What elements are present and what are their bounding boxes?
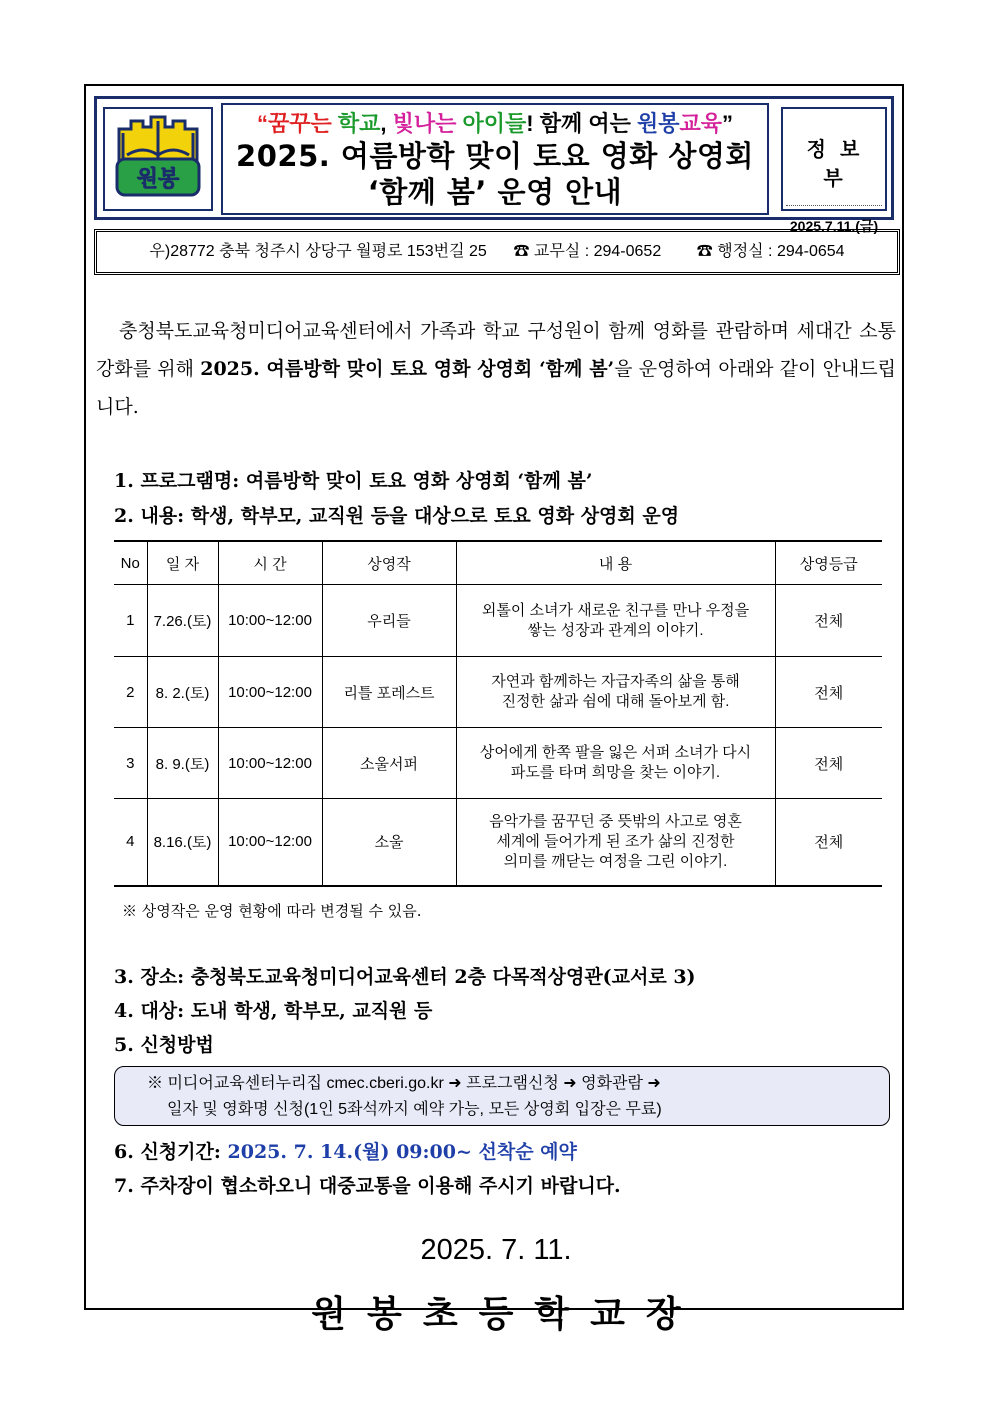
cell-content (456, 657, 775, 728)
item-content: 2. 내용: 학생, 학부모, 교직원 등을 대상으로 토요 영화 상영회 운영 (114, 505, 680, 527)
slogan-punct: , (380, 111, 387, 136)
cell-time: 10:00~12:00 (218, 728, 322, 799)
principal-signature: 원봉초등학교장 (311, 1294, 702, 1335)
cell-no: 1 (114, 585, 147, 657)
school-logo-box (103, 107, 213, 211)
cell-content (456, 799, 775, 886)
slogan-word: 학교 (337, 111, 381, 136)
cell-film: 리틀 포레스트 (322, 657, 456, 728)
cell-date: 8.16.(토) (147, 799, 218, 886)
cell-no: 4 (114, 799, 147, 886)
item-apply-period (114, 1137, 577, 1164)
content-line: 파도를 타며 희망을 찾는 이야기. (510, 764, 721, 781)
cell-rating: 전체 (775, 799, 882, 886)
table-header-row (114, 541, 882, 585)
slogan-word: 빛나는 (392, 111, 457, 136)
intro-text: 을 운영하여 아래와 같이 안내드립니다. (96, 358, 896, 418)
content-line: 상어에게 한쪽 팔을 잃은 서퍼 소녀가 다시 (479, 744, 752, 761)
item-target: 4. 대상: 도내 학생, 학부모, 교직원 등 (114, 1000, 433, 1022)
slogan-word: 여는 (588, 111, 631, 136)
cell-no: 3 (114, 728, 147, 799)
title-box (221, 103, 769, 215)
intro-text: 충청북도교육청미디어교육센터에서 가족과 학교 구성원이 함께 영화를 관람하며 세대간 소통 강화를 위해 (96, 320, 897, 380)
header-cell: 상영등급 (775, 541, 882, 585)
department-name: 정보부 (806, 137, 874, 190)
office-phone: ☎ 교무실 : 294-0652 (513, 243, 662, 260)
logo-text: 원봉 (136, 167, 180, 192)
slogan-word: 교육 (679, 111, 723, 136)
cell-content (456, 585, 775, 657)
cell-date: 8. 9.(토) (147, 728, 218, 799)
header-cell: 시 간 (218, 541, 322, 585)
cell-rating: 전체 (775, 585, 882, 657)
cell-film: 소울서퍼 (322, 728, 456, 799)
schedule-note: ※ 상영작은 운영 현황에 따라 변경될 수 있음. (122, 902, 422, 920)
cell-film: 소울 (322, 799, 456, 886)
header-cell: 내 용 (456, 541, 775, 585)
school-logo-icon (113, 115, 203, 203)
content-line: 진정한 삶과 쉼에 대해 돌아보게 함. (501, 693, 730, 710)
item-location: 3. 장소: 충청북도교육청미디어교육센터 2층 다목적상영관(교서로 3) (114, 966, 696, 988)
cell-date: 8. 2.(토) (147, 657, 218, 728)
cell-content (456, 728, 775, 799)
cell-no: 2 (114, 657, 147, 728)
address-bar (94, 229, 900, 275)
item-program-name: 1. 프로그램명: 여름방학 맞이 토요 영화 상영회 ‘함께 봄’ (114, 470, 593, 492)
header-cell: 상영작 (322, 541, 456, 585)
content-line: 세계에 들어가게 된 조가 삶의 진정한 (496, 832, 735, 850)
slogan-punct: ! (526, 111, 534, 136)
intro-highlight: 2025. 여름방학 맞이 토요 영화 상영회 ‘함께 봄’ (200, 358, 615, 380)
slogan-quote-open: “ (256, 111, 268, 136)
slogan-word: 아이들 (462, 111, 527, 136)
apply-method-box (114, 1066, 890, 1126)
header-cell: No (114, 541, 147, 585)
schedule-table (114, 540, 882, 887)
slogan-quote-close: ” (722, 111, 734, 136)
header-cell: 일 자 (147, 541, 218, 585)
table-row (114, 799, 882, 886)
slogan (223, 107, 767, 138)
cell-time: 10:00~12:00 (218, 657, 322, 728)
apply-line: ※ 미디어교육센터누리집 cmec.cberi.go.kr ➜ 프로그램신청 ➜ 영화관람 ➜ (147, 1075, 661, 1092)
cell-time: 10:00~12:00 (218, 799, 322, 886)
admin-phone: ☎ 행정실 : 294-0654 (696, 243, 845, 260)
slogan-word: 함께 (539, 111, 583, 136)
content-line: 음악가를 꿈꾸던 중 뜻밖의 사고로 영혼 (489, 812, 742, 830)
cell-time: 10:00~12:00 (218, 585, 322, 657)
table-row (114, 728, 882, 799)
apply-period-value: 2025. 7. 14.(월) 09:00~ 선착순 예약 (227, 1141, 577, 1163)
postal-address: 우)28772 충북 청주시 상당구 월평로 153번길 25 (149, 243, 487, 260)
content-line: 의미를 깨닫는 여정을 그린 이야기. (503, 852, 728, 870)
slogan-word: 원봉 (637, 111, 680, 136)
intro-paragraph (96, 312, 896, 426)
cell-rating: 전체 (775, 728, 882, 799)
divider (786, 205, 882, 206)
apply-line: 일자 및 영화명 신청(1인 5좌석까지 예약 가능, 모든 상영회 입장은 무료) (167, 1101, 662, 1118)
content-line: 쌓는 성장과 관계의 이야기. (527, 621, 704, 639)
page-title-line1: 2025. 여름방학 맞이 토요 영화 상영회 (236, 139, 754, 173)
item-apply-method: 5. 신청방법 (114, 1034, 214, 1056)
cell-date: 7.26.(토) (147, 585, 218, 657)
page-title-line2: ‘함께 봄’ 운영 안내 (367, 175, 623, 209)
cell-film: 우리들 (322, 585, 456, 657)
footer-date: 2025. 7. 11. (420, 1234, 572, 1266)
issue-date: 2025.7.11.(금) (789, 218, 879, 234)
letterhead (94, 96, 894, 234)
cell-rating: 전체 (775, 657, 882, 728)
content-line: 자연과 함께하는 자급자족의 삶을 통해 (491, 673, 740, 690)
content-line: 외톨이 소녀가 새로운 친구를 만나 우정을 (481, 601, 750, 619)
table-row (114, 585, 882, 657)
table-row (114, 657, 882, 728)
item-parking-notice: 7. 주차장이 협소하오니 대중교통을 이용해 주시기 바랍니다. (114, 1175, 621, 1197)
apply-period-label: 6. 신청기간: (114, 1141, 228, 1163)
slogan-word: 꿈꾸는 (267, 111, 332, 136)
department-box (781, 107, 887, 234)
